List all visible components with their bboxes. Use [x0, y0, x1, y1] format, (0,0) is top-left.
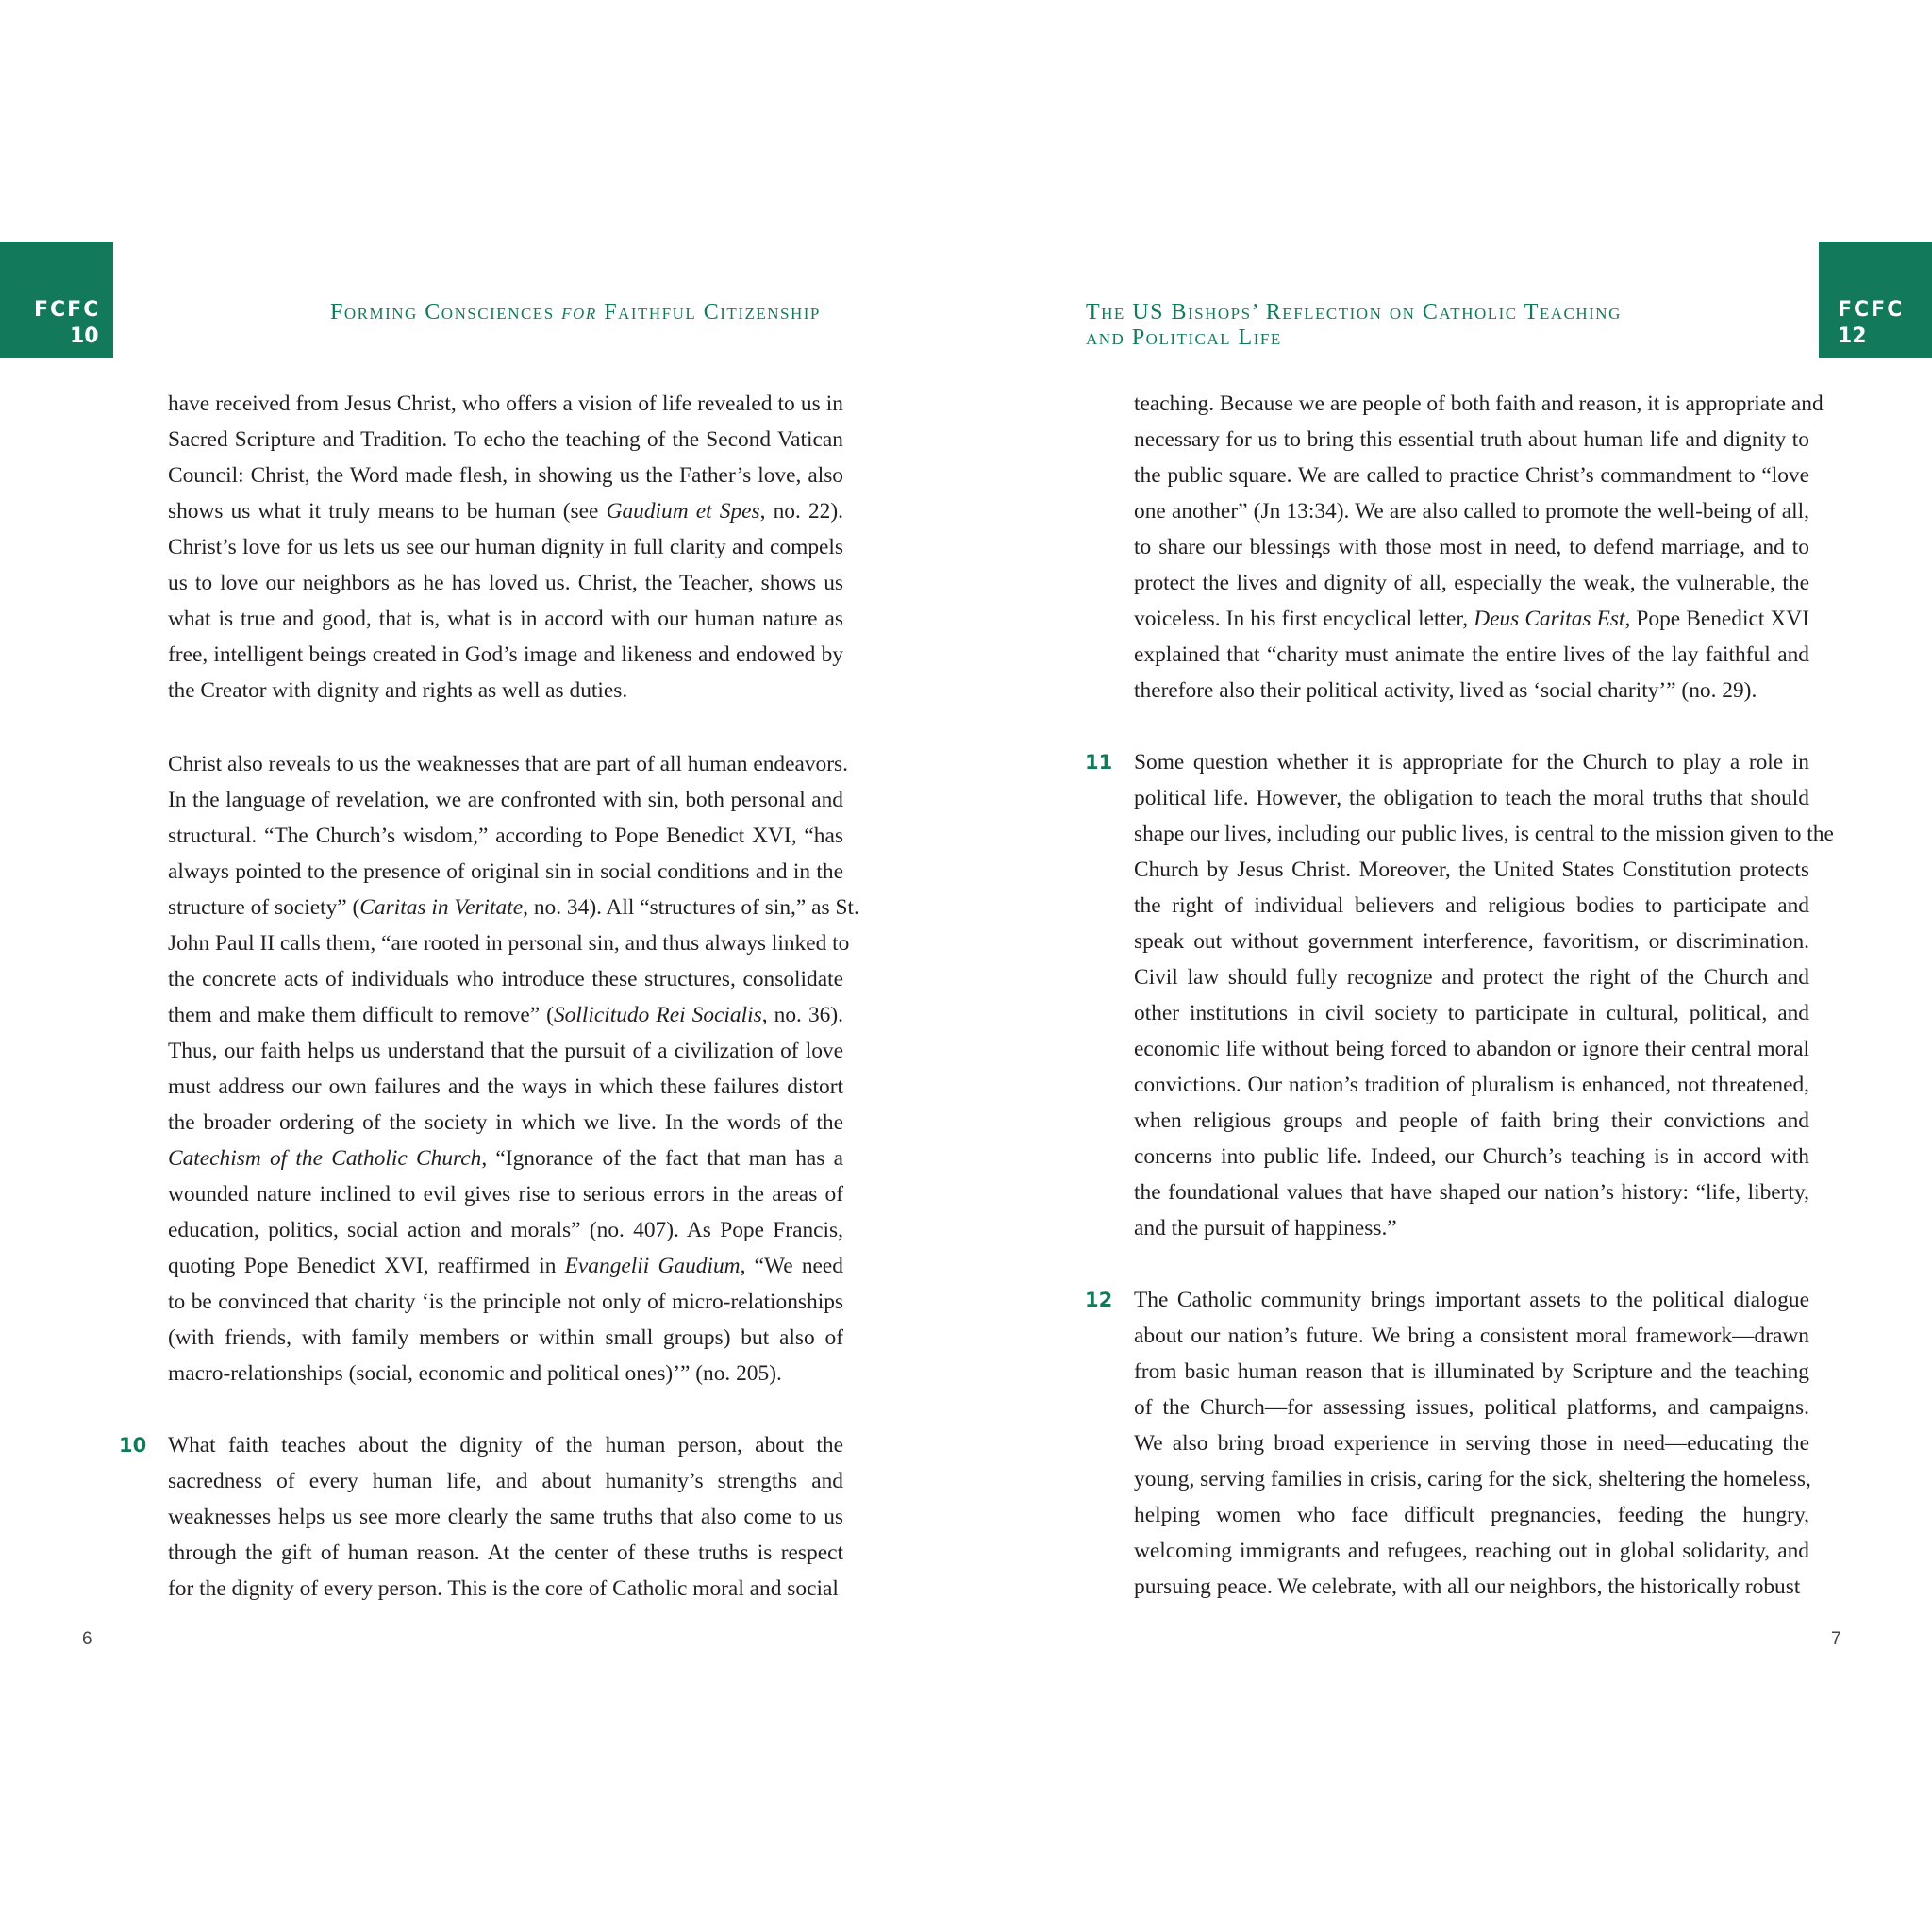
text-line: necessary for us to bring this essential truth about human life and dignity to	[1134, 427, 1809, 452]
text-line: sacredness of every human life, and about humanity’s strengths and	[168, 1469, 843, 1493]
text-line: free, intelligent beings created in God’s image and likeness and endowed by	[168, 642, 843, 667]
text-line: helping women who face difficult pregnancies, feeding the hungry,	[1134, 1503, 1809, 1527]
text-line: must address our own failures and the ways in which these failures distort	[168, 1074, 843, 1099]
paragraph	[1085, 744, 1834, 1246]
paragraph	[168, 746, 859, 1391]
text-line: structure of society” (Caritas in Veritate, no. 34). All “structures of sin,” as St.	[168, 895, 859, 920]
text-line: speak out without government interference, favoritism, or discrimination.	[1134, 929, 1809, 954]
text-line: quoting Pope Benedict XVI, reaffirmed in Evangelii Gaudium, “We need	[168, 1254, 844, 1278]
text-line: What faith teaches about the dignity of the human person, about the	[168, 1433, 843, 1457]
text-line: The Catholic community brings important assets to the political dialogue	[1134, 1288, 1809, 1312]
running-head-right	[1086, 300, 1622, 351]
text-line: the concrete acts of individuals who introduce these structures, consolidate	[168, 967, 843, 991]
page-number-right: 7	[1831, 1629, 1841, 1649]
text-line: Some question whether it is appropriate for the Church to play a role in	[1134, 750, 1809, 774]
text-line: Church by Jesus Christ. Moreover, the United States Constitution protects	[1134, 858, 1809, 882]
text-line: concerns into public life. Indeed, our Church’s teaching is in accord with	[1134, 1144, 1809, 1169]
page-number-left: 6	[82, 1629, 92, 1649]
running-head-part: Forming Consciences	[330, 300, 562, 325]
text-line: economic life without being forced to abandon or ignore their central moral	[1134, 1037, 1809, 1061]
text-line: through the gift of human reason. At the center of these truths is respect	[168, 1541, 843, 1565]
text-line: the foundational values that have shaped our nation’s history: “life, liberty,	[1134, 1180, 1809, 1205]
text-line: shape our lives, including our public lives, is central to the mission given to the	[1134, 822, 1834, 846]
text-line: welcoming immigrants and refugees, reaching out in global solidarity, and	[1134, 1539, 1809, 1563]
running-head-line: and Political Life	[1086, 325, 1282, 350]
paragraph-gap	[168, 1391, 843, 1427]
text-line: pursuing peace. We celebrate, with all our neighbors, the historically robust	[1134, 1574, 1801, 1599]
running-head-left	[330, 300, 821, 325]
text-line: explained that “charity must animate the entire lives of the lay faithful and	[1134, 642, 1809, 667]
paragraph	[119, 1427, 843, 1607]
fcfc-tab-number: 12	[1838, 325, 1867, 348]
text-line: therefore also their political activity, lived as ‘social charity’” (no. 29).	[1134, 678, 1757, 703]
paragraph	[1134, 386, 1824, 708]
paragraph-number: 10	[119, 1434, 147, 1457]
text-line: us to love our neighbors as he has loved us. Christ, the Teacher, shows us	[168, 571, 843, 595]
text-line: protect the lives and dignity of all, especially the weak, the vulnerable, the	[1134, 571, 1809, 595]
paragraph	[1085, 1282, 1811, 1605]
fcfc-tab-label: FCFC	[34, 298, 101, 322]
text-line: them and make them difficult to remove” (Sollicitudo Rei Socialis, no. 36).	[168, 1003, 843, 1027]
text-line: always pointed to the presence of original sin in social conditions and in the	[168, 859, 843, 884]
paragraph-gap	[168, 708, 843, 746]
text-line: one another” (Jn 13:34). We are also called to promote the well-being of all,	[1134, 499, 1809, 524]
text-line: political life. However, the obligation to teach the moral truths that should	[1134, 786, 1809, 810]
text-line: teaching. Because we are people of both faith and reason, it is appropriate and	[1134, 391, 1824, 416]
text-line: about our nation’s future. We bring a consistent moral framework—drawn	[1134, 1324, 1809, 1348]
text-line: Christ’s love for us lets us see our human dignity in full clarity and compels	[168, 535, 843, 559]
paragraph-gap	[1134, 708, 1809, 744]
text-line: structural. “The Church’s wisdom,” according to Pope Benedict XVI, “has	[168, 824, 843, 848]
text-line: the broader ordering of the society in which we live. In the words of the	[168, 1110, 843, 1135]
text-line: of the Church—for assessing issues, political platforms, and campaigns.	[1134, 1395, 1809, 1420]
text-line: Civil law should fully recognize and protect the right of the Church and	[1134, 965, 1809, 990]
paragraph	[168, 386, 843, 708]
text-line: other institutions in civil society to participate in cultural, political, and	[1134, 1001, 1809, 1025]
text-line: the right of individual believers and religious bodies to participate and	[1134, 893, 1809, 918]
text-line: when religious groups and people of faith bring their convictions and	[1134, 1108, 1809, 1133]
text-line: Council: Christ, the Word made flesh, in showing us the Father’s love, also	[168, 463, 843, 488]
text-line: education, politics, social action and morals” (no. 407). As Pope Francis,	[168, 1218, 843, 1242]
text-line: young, serving families in crisis, caring for the sick, sheltering the homeless,	[1134, 1467, 1811, 1491]
fcfc-tab-number: 10	[70, 325, 99, 348]
fcfc-tab-left	[0, 242, 113, 358]
text-line: Thus, our faith helps us understand that the pursuit of a civilization of love	[168, 1039, 843, 1063]
text-line: wounded nature inclined to evil gives rise to serious errors in the areas of	[168, 1182, 843, 1207]
text-line: John Paul II calls them, “are rooted in personal sin, and thus always linked to	[168, 931, 850, 956]
text-line: voiceless. In his first encyclical letter, Deus Caritas Est, Pope Benedict XVI	[1134, 607, 1809, 631]
text-line: and the pursuit of happiness.”	[1134, 1216, 1397, 1241]
text-line: shows us what it truly means to be human (see Gaudium et Spes, no. 22).	[168, 499, 844, 524]
fcfc-tab-right	[1819, 242, 1932, 358]
text-line: for the dignity of every person. This is the core of Catholic moral and social	[168, 1576, 839, 1601]
right-page-body	[1085, 386, 1834, 1605]
text-line: from basic human reason that is illuminated by Scripture and the teaching	[1134, 1359, 1809, 1384]
text-line: the Creator with dignity and rights as well as duties.	[168, 678, 628, 703]
running-head-part: Faithful Citizenship	[596, 300, 821, 325]
text-line: (with friends, with family members or within small groups) but also of	[168, 1325, 843, 1350]
text-line: what is true and good, that is, what is in accord with our human nature as	[168, 607, 843, 631]
text-line: macro-relationships (social, economic and political ones)’” (no. 205).	[168, 1361, 782, 1386]
fcfc-tab-label: FCFC	[1838, 298, 1905, 322]
paragraph-gap	[1134, 1246, 1809, 1282]
running-head-line: The US Bishops’ Reflection on Catholic Teaching	[1086, 300, 1622, 325]
text-line: weaknesses helps us see more clearly the same truths that also come to us	[168, 1505, 843, 1529]
running-head-italic: for	[561, 300, 597, 325]
left-page-body	[119, 386, 859, 1607]
text-line: Sacred Scripture and Tradition. To echo the teaching of the Second Vatican	[168, 427, 843, 452]
text-line: Catechism of the Catholic Church, “Ignorance of the fact that man has a	[168, 1146, 843, 1171]
paragraph-number: 12	[1085, 1289, 1113, 1311]
text-line: have received from Jesus Christ, who offers a vision of life revealed to us in	[168, 391, 843, 416]
text-line: We also bring broad experience in serving those in need—educating the	[1134, 1431, 1809, 1456]
text-line: Christ also reveals to us the weaknesses that are part of all human endeavors.	[168, 752, 848, 776]
text-line: to be convinced that charity ‘is the principle not only of micro-relationships	[168, 1290, 843, 1314]
text-line: the public square. We are called to practice Christ’s commandment to “love	[1134, 463, 1809, 488]
text-line: to share our blessings with those most in need, to defend marriage, and to	[1134, 535, 1809, 559]
text-line: convictions. Our nation’s tradition of pluralism is enhanced, not threatened,	[1134, 1073, 1809, 1097]
text-line: In the language of revelation, we are confronted with sin, both personal and	[168, 788, 843, 812]
paragraph-number: 11	[1085, 751, 1113, 774]
